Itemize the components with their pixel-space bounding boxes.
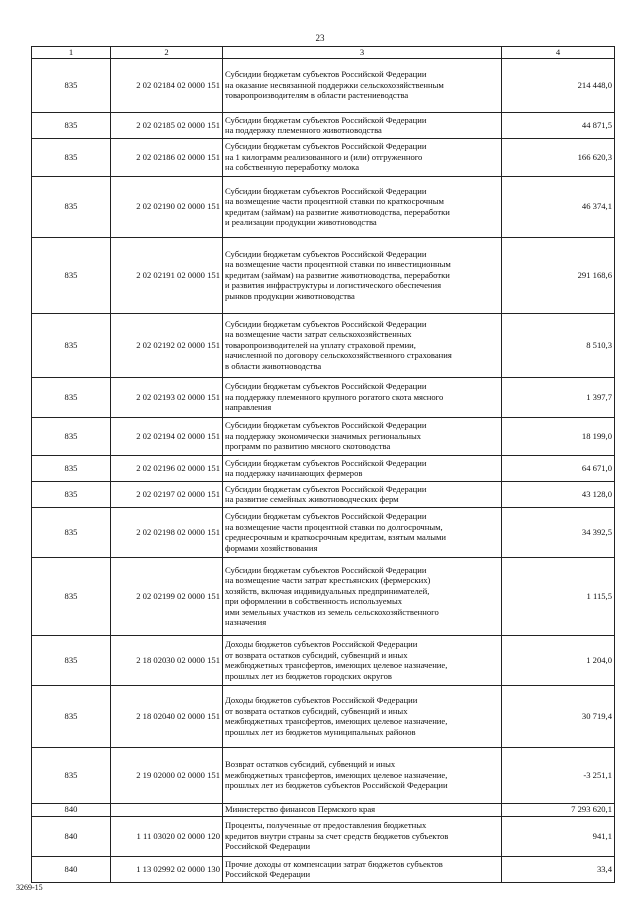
table-row: [32, 481, 615, 507]
column-header: 4: [502, 47, 615, 59]
admin-code-cell: 840: [32, 856, 111, 882]
admin-code-cell: 840: [32, 803, 111, 816]
amount-cell: 64 671,0: [502, 455, 615, 481]
document-code: 3269-15: [16, 883, 43, 892]
page-number: 23: [315, 33, 325, 43]
budget-code-cell: 2 02 02184 02 0000 151: [111, 58, 223, 112]
budget-code-cell: 1 11 03020 02 0000 120: [111, 816, 223, 856]
admin-code-cell: 835: [32, 685, 111, 747]
income-name-cell: Министерство финансов Пермского края: [223, 803, 502, 816]
table-row: [32, 112, 615, 138]
amount-cell: 1 397,7: [502, 377, 615, 417]
income-name-cell: Субсидии бюджетам субъектов Российской Федерации на возмещение части процентной ставки по инвестиционным кредитам (займам) на развитие животноводства, переработки и развития инфраструктуры и логистического обеспечения рынков продукции животноводства: [223, 237, 502, 313]
budget-code-cell: 2 02 02194 02 0000 151: [111, 417, 223, 455]
budget-code-cell: 2 02 02191 02 0000 151: [111, 237, 223, 313]
admin-code-cell: 835: [32, 138, 111, 176]
budget-code-cell: 2 02 02197 02 0000 151: [111, 481, 223, 507]
income-name-cell: Субсидии бюджетам субъектов Российской Федерации на поддержку племенного крупного рогатого скота мясного направления: [223, 377, 502, 417]
budget-code-cell: 2 02 02185 02 0000 151: [111, 112, 223, 138]
table-row: [32, 417, 615, 455]
budget-code-cell: 1 13 02992 02 0000 130: [111, 856, 223, 882]
table-row: [32, 455, 615, 481]
column-header: 3: [223, 47, 502, 59]
income-name-cell: Доходы бюджетов субъектов Российской Федерации от возврата остатков субсидий, субвенций и иных межбюджетных трансфертов, имеющих целевое назначение, прошлых лет из бюджетов городских округов: [223, 635, 502, 685]
budget-code-cell: 2 18 02040 02 0000 151: [111, 685, 223, 747]
income-name-cell: Доходы бюджетов субъектов Российской Федерации от возврата остатков субсидий, субвенций и иных межбюджетных трансфертов, имеющих целевое назначение, прошлых лет из бюджетов муниципальных районов: [223, 685, 502, 747]
budget-code-cell: 2 02 02199 02 0000 151: [111, 557, 223, 635]
table-row: [32, 58, 615, 112]
amount-cell: 18 199,0: [502, 417, 615, 455]
table-header-row: [32, 47, 615, 59]
income-name-cell: Субсидии бюджетам субъектов Российской Федерации на развитие семейных животноводческих ферм: [223, 481, 502, 507]
table-row: [32, 635, 615, 685]
column-header: 2: [111, 47, 223, 59]
admin-code-cell: 835: [32, 417, 111, 455]
admin-code-cell: 840: [32, 816, 111, 856]
budget-code-cell: [111, 803, 223, 816]
income-name-cell: Субсидии бюджетам субъектов Российской Федерации на оказание несвязанной поддержки сельскохозяйственным товаропроизводителям в области растениеводства: [223, 58, 502, 112]
admin-code-cell: 835: [32, 313, 111, 377]
table-row: [32, 313, 615, 377]
income-name-cell: Прочие доходы от компенсации затрат бюджетов субъектов Российской Федерации: [223, 856, 502, 882]
amount-cell: 166 620,3: [502, 138, 615, 176]
admin-code-cell: 835: [32, 481, 111, 507]
column-header: 1: [32, 47, 111, 59]
admin-code-cell: 835: [32, 176, 111, 237]
admin-code-cell: 835: [32, 557, 111, 635]
income-name-cell: Субсидии бюджетам субъектов Российской Федерации на возмещение части затрат крестьянских (фермерских) хозяйств, включая индивидуальных предпринимателей, при оформлении в собственность используемых ими земельных участков из земель сельскохозяйственного назначения: [223, 557, 502, 635]
income-name-cell: Субсидии бюджетам субъектов Российской Федерации на 1 килограмм реализованного и (или) отгруженного на собственную переработку молока: [223, 138, 502, 176]
amount-cell: 8 510,3: [502, 313, 615, 377]
amount-cell: 214 448,0: [502, 58, 615, 112]
admin-code-cell: 835: [32, 455, 111, 481]
income-name-cell: Субсидии бюджетам субъектов Российской Федерации на поддержку племенного животноводства: [223, 112, 502, 138]
amount-cell: 1 204,0: [502, 635, 615, 685]
amount-cell: 44 871,5: [502, 112, 615, 138]
budget-code-cell: 2 02 02192 02 0000 151: [111, 313, 223, 377]
amount-cell: 34 392,5: [502, 507, 615, 557]
income-name-cell: Субсидии бюджетам субъектов Российской Федерации на возмещение части затрат сельскохозяйственных товаропроизводителей на уплату страховой премии, начисленной по договору сельскохозяйственного страхования в области животноводства: [223, 313, 502, 377]
table-row: [32, 138, 615, 176]
admin-code-cell: 835: [32, 112, 111, 138]
income-name-cell: Субсидии бюджетам субъектов Российской Федерации на поддержку начинающих фермеров: [223, 455, 502, 481]
amount-cell: 30 719,4: [502, 685, 615, 747]
amount-cell: 941,1: [502, 816, 615, 856]
budget-code-cell: 2 02 02186 02 0000 151: [111, 138, 223, 176]
amount-cell: 291 168,6: [502, 237, 615, 313]
admin-code-cell: 835: [32, 507, 111, 557]
table-row: [32, 856, 615, 882]
budget-code-cell: 2 18 02030 02 0000 151: [111, 635, 223, 685]
income-name-cell: Возврат остатков субсидий, субвенций и иных межбюджетных трансфертов, имеющих целевое назначение, прошлых лет из бюджетов субъектов Российской Федерации: [223, 747, 502, 803]
table-row: [32, 176, 615, 237]
amount-cell: 33,4: [502, 856, 615, 882]
revenue-table: [31, 46, 615, 883]
budget-code-cell: 2 02 02198 02 0000 151: [111, 507, 223, 557]
budget-code-cell: 2 02 02190 02 0000 151: [111, 176, 223, 237]
table-row: [32, 747, 615, 803]
budget-code-cell: 2 02 02193 02 0000 151: [111, 377, 223, 417]
budget-code-cell: 2 19 02000 02 0000 151: [111, 747, 223, 803]
table-row: [32, 377, 615, 417]
admin-code-cell: 835: [32, 377, 111, 417]
table-row: [32, 816, 615, 856]
income-name-cell: Субсидии бюджетам субъектов Российской Федерации на возмещение части процентной ставки по краткосрочным кредитам (займам) на развитие животноводства, переработки и реализации продукции животноводства: [223, 176, 502, 237]
income-name-cell: Субсидии бюджетам субъектов Российской Федерации на возмещение части процентной ставки по долгосрочным, среднесрочным и краткосрочным кредитам, взятым малыми формами хозяйствования: [223, 507, 502, 557]
table-row: [32, 237, 615, 313]
income-name-cell: Субсидии бюджетам субъектов Российской Федерации на поддержку экономически значимых региональных программ по развитию мясного скотоводства: [223, 417, 502, 455]
income-name-cell: Проценты, полученные от предоставления бюджетных кредитов внутри страны за счет средств бюджетов субъектов Российской Федерации: [223, 816, 502, 856]
table-row: [32, 557, 615, 635]
amount-cell: 7 293 620,1: [502, 803, 615, 816]
budget-code-cell: 2 02 02196 02 0000 151: [111, 455, 223, 481]
amount-cell: -3 251,1: [502, 747, 615, 803]
admin-code-cell: 835: [32, 635, 111, 685]
admin-code-cell: 835: [32, 237, 111, 313]
amount-cell: 46 374,1: [502, 176, 615, 237]
amount-cell: 43 128,0: [502, 481, 615, 507]
admin-code-cell: 835: [32, 747, 111, 803]
table-row: [32, 803, 615, 816]
admin-code-cell: 835: [32, 58, 111, 112]
table-row: [32, 507, 615, 557]
table-row: [32, 685, 615, 747]
amount-cell: 1 115,5: [502, 557, 615, 635]
